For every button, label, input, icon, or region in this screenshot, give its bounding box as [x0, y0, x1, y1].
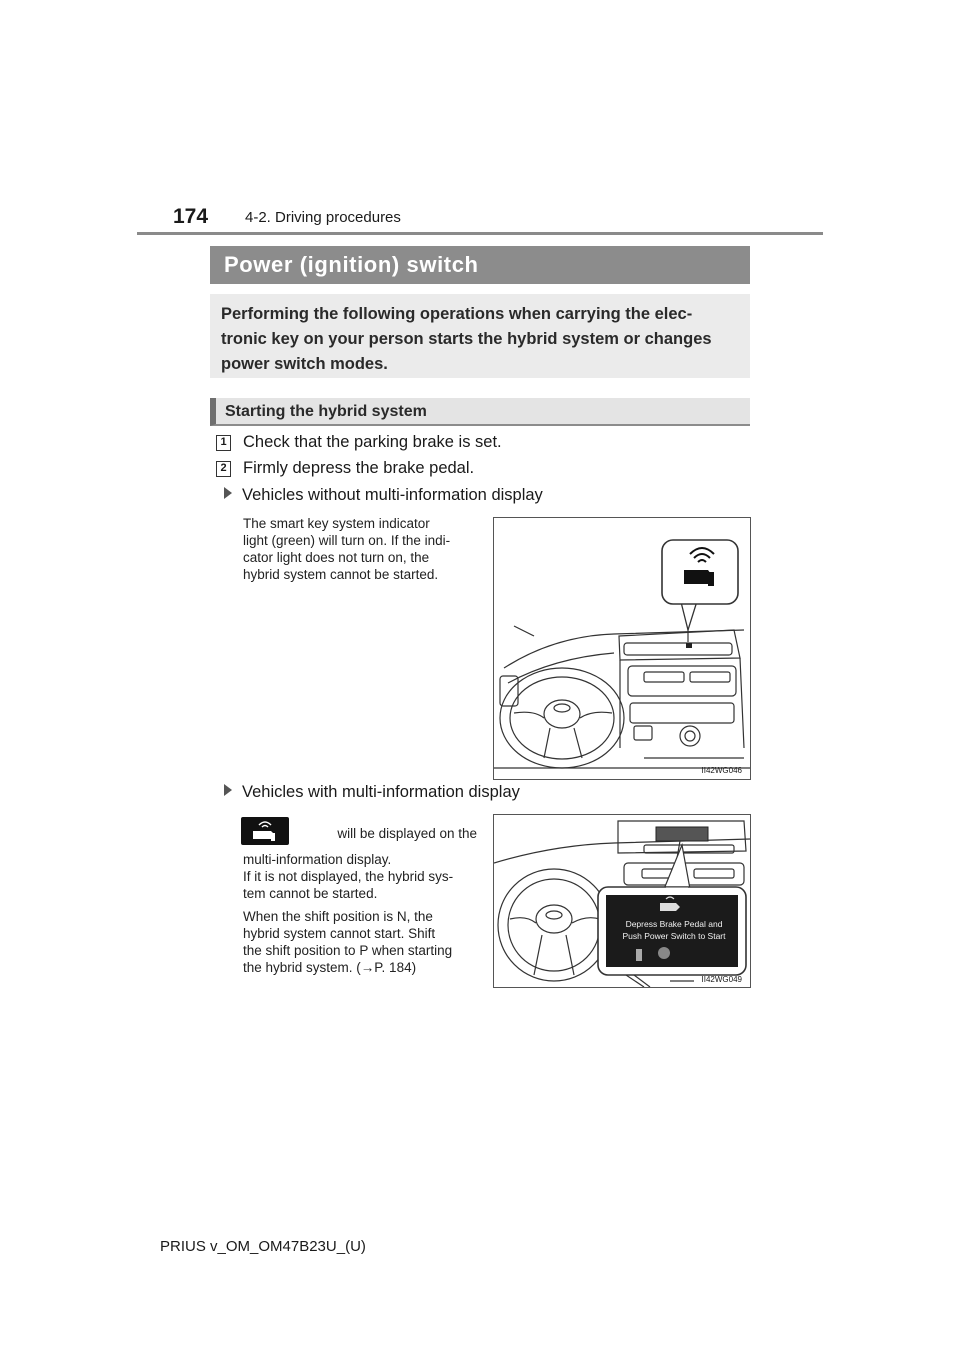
shift-position-note — [243, 908, 477, 976]
description-line: cator light does not turn on, the — [243, 550, 430, 565]
variant-label-text: Vehicles with multi-information display — [242, 783, 520, 801]
variant-label — [224, 484, 543, 506]
figure-code: II42WG046 — [701, 766, 742, 775]
step-number-badge: 2 — [216, 461, 231, 477]
variant-label-text: Vehicles without multi-information display — [242, 486, 543, 504]
note-line: When the shift position is N, the — [243, 909, 433, 924]
description-line: The smart key system indicator — [243, 516, 430, 531]
description-line: hybrid system cannot be started. — [243, 567, 439, 582]
figure-code: II42WG049 — [701, 975, 742, 984]
description-line: multi-information display. — [243, 852, 392, 867]
section-label: 4-2. Driving procedures — [245, 209, 401, 226]
note-line: the shift position to P when starting — [243, 943, 453, 958]
display-message — [610, 918, 738, 942]
intro-box — [210, 294, 750, 378]
smart-key-indicator-icon — [241, 817, 289, 845]
dashboard-drawing — [494, 815, 750, 987]
variant-label — [224, 781, 520, 803]
variant-description — [243, 515, 477, 583]
display-message-line: Depress Brake Pedal and — [625, 919, 723, 929]
intro-line: Performing the following operations when carrying the elec- — [221, 305, 693, 323]
description-line: If it is not displayed, the hybrid sys- — [243, 869, 454, 884]
intro-line: power switch modes. — [221, 355, 388, 373]
step-text: Check that the parking brake is set. — [243, 433, 502, 451]
dashboard-drawing — [494, 518, 750, 779]
note-line: the hybrid system. (→P. 184) — [243, 960, 417, 975]
variant-description-lead: will be displayed on the — [337, 826, 477, 841]
key-glyph — [241, 817, 289, 845]
page-number: 174 — [173, 205, 209, 228]
dashboard-illustration-2 — [493, 814, 751, 988]
variant-description — [243, 851, 477, 902]
display-message-line: Push Power Switch to Start — [622, 931, 726, 941]
dashboard-illustration-1 — [493, 517, 751, 780]
document-code: PRIUS v_OM_OM47B23U_(U) — [160, 1238, 366, 1255]
bullet-triangle-icon — [224, 784, 232, 796]
page-title: Power (ignition) switch — [210, 246, 750, 284]
description-line: light (green) will turn on. If the indi- — [243, 533, 451, 548]
intro-line: tronic key on your person starts the hybrid system or changes — [221, 330, 712, 348]
note-line: hybrid system cannot start. Shift — [243, 926, 436, 941]
subheading: Starting the hybrid system — [210, 398, 750, 426]
header-rule — [137, 232, 823, 235]
step-text: Firmly depress the brake pedal. — [243, 459, 475, 477]
bullet-triangle-icon — [224, 487, 232, 499]
description-line: tem cannot be started. — [243, 886, 378, 901]
step-number-badge: 1 — [216, 435, 231, 451]
